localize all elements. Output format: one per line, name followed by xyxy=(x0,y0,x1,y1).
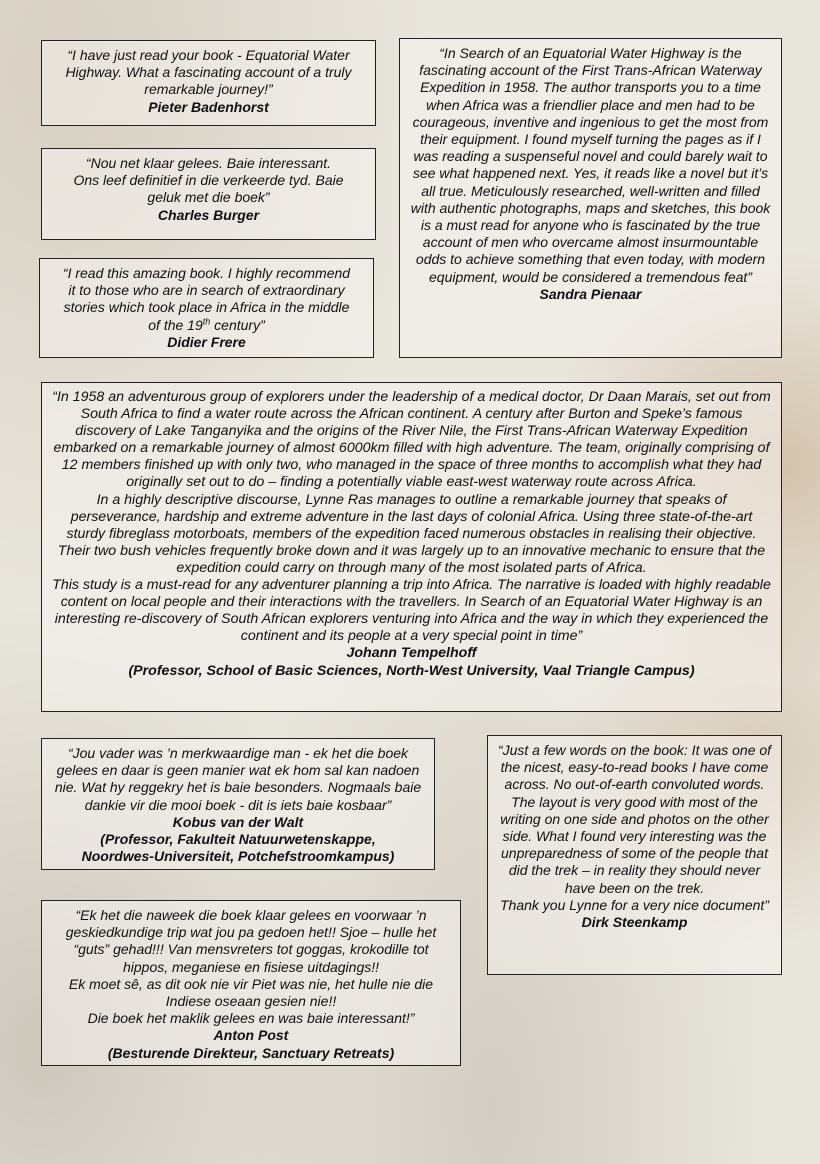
testimonial-box-post xyxy=(41,900,461,1066)
testimonial-quote xyxy=(50,907,452,1027)
testimonial-box-steenkamp xyxy=(487,735,782,975)
testimonial-box-burger xyxy=(41,148,376,240)
testimonial-quote xyxy=(48,265,365,334)
testimonial-author: Didier Frere xyxy=(167,333,246,350)
testimonial-author: Sandra Pienaar xyxy=(539,285,642,302)
testimonial-author: Johann Tempelhoff xyxy=(346,645,477,662)
quote-paragraph: Die boek het maklik gelees en was baie interessant!” xyxy=(87,1010,415,1027)
testimonial-quote: “Nou net klaar gelees. Baie interessant. Ons leef definitief in die verkeerde tyd. Baie geluk met die boek” xyxy=(73,155,344,206)
testimonial-author: Pieter Badenhorst xyxy=(148,98,269,115)
quote-paragraph: “In 1958 an adventurous group of explorers under the leadership of a medical doctor, Dr Daan Marais, set out from South Africa to find a water route across the African continent. A century after Burton and Speke’s famous discovery of Lake Tanganyika and the origins of the River Nile, the First Trans-African Waterway Expedition embarked on a remarkable journey of almost 6000km filled with high adventure. The team, originally comprising of 12 members finished up with only two, who managed in the space of three months to accomplish what they had originally set out to do – finding a potentially viable east-west waterway route across Africa. xyxy=(52,389,771,491)
testimonial-quote: “In Search of an Equatorial Water Highway is the fascinating account of the First Trans-African Waterway Expedition in 1958. The author transports you to a time when Africa was a friendlier place and men had to be courageous, inventive and ingenious to get the most from their equipment. I found myself turning the pages as if I was reading a suspenseful novel and could barely wait to see what happened next. Yes, it reads like a novel but it’s all true. Meticulously researched, well-written and filled with authentic photographs, maps and sketches, this book is a must read for anyone who is fascinated by the true account of men who overcame almost insurmountable odds to achieve something that even today, with modern equipment, would be considered a tremendous feat” xyxy=(410,45,771,285)
testimonial-box-tempelhoff xyxy=(41,382,782,712)
testimonial-author: Charles Burger xyxy=(157,206,260,223)
testimonial-author: Anton Post xyxy=(213,1027,289,1044)
testimonial-credential: (Besturende Direkteur, Sanctuary Retreats) xyxy=(107,1044,395,1061)
testimonial-box-van-der-walt xyxy=(41,738,435,870)
testimonial-quote: “Jou vader was ’n merkwaardige man - ek het die boek gelees en daar is geen manier wat ek hom sal kan nadoen nie. Wat hy reggekry het is baie besonders. Nogmaals baie dankie vir die mooi boek - dit is iets baie kosbaar” xyxy=(54,745,422,813)
quote-paragraph: In a highly descriptive discourse, Lynne Ras manages to outline a remarkable journey that speaks of perseverance, hardship and extreme adventure in the last days of colonial Africa. Using three state-of-the-art sturdy fibreglass motorboats, members of the expedition faced numerous obstacles in realising their objective. Their two bush vehicles frequently broke down and it was largely up to an innovative mechanic to ensure that the expedition could carry on through many of the most isolated parts of Africa. xyxy=(57,491,766,576)
testimonial-credential: (Professor, School of Basic Sciences, North-West University, Vaal Triangle Campus) xyxy=(128,662,695,679)
testimonial-quote xyxy=(496,742,773,914)
testimonial-quote xyxy=(50,389,773,645)
testimonial-credential: (Professor, Fakulteit Natuurwetenskappe, xyxy=(100,831,376,848)
testimonial-box-badenhorst xyxy=(41,40,376,126)
testimonial-credential: Noordwes-Universiteit, Potchefstroomkampus) xyxy=(81,848,395,865)
ordinal-superscript: th xyxy=(202,315,211,326)
quote-paragraph: Thank you Lynne for a very nice document” xyxy=(499,896,769,913)
testimonial-author: Kobus van der Walt xyxy=(172,813,304,830)
quote-text: “I read this amazing book. I highly recommend it to those who are in search of extraordinary stories which took place in Africa in the middle of the 19 xyxy=(62,265,351,333)
quote-paragraph: The layout is very good with most of the writing on one side and photos on the other side. What I found very interesting was the unpreparedness of some of the people that did the trek – in reality they should never have been on the trek. xyxy=(500,793,769,896)
quote-paragraph: This study is a must-read for any adventurer planning a trip into Africa. The narrative is loaded with highly readable content on local people and their interactions with the travellers. In Search of an Equatorial Water Highway is an interesting re-discovery of South African explorers venturing into Africa and the way in which they experienced the continent and its people at a very special point in time” xyxy=(52,577,771,645)
testimonial-quote: “I have just read your book - Equatorial Water Highway. What a fascinating account of a truly remarkable journey!” xyxy=(65,47,352,98)
testimonial-box-pienaar xyxy=(399,38,782,358)
testimonial-author: Dirk Steenkamp xyxy=(581,914,688,931)
quote-text-end: century” xyxy=(210,316,265,333)
quote-paragraph: “Ek het die naweek die boek klaar gelees en voorwaar ’n geskiedkundige trip wat jou pa gedoen het!! Sjoe – hulle het “guts” gehad!!! Van mensvreters tot goggas, krokodille tot hippos, meganiese en fisiese uitdagings!! xyxy=(65,907,437,975)
quote-paragraph: Ek moet sê, as dit ook nie vir Piet was nie, het hulle nie die Indiese oseaan gesien nie!! xyxy=(68,975,434,1010)
testimonial-box-frere xyxy=(39,258,374,358)
quote-paragraph: “Just a few words on the book: It was one of the nicest, easy-to-read books I have come across. No out-of-earth convoluted words. xyxy=(497,742,772,793)
